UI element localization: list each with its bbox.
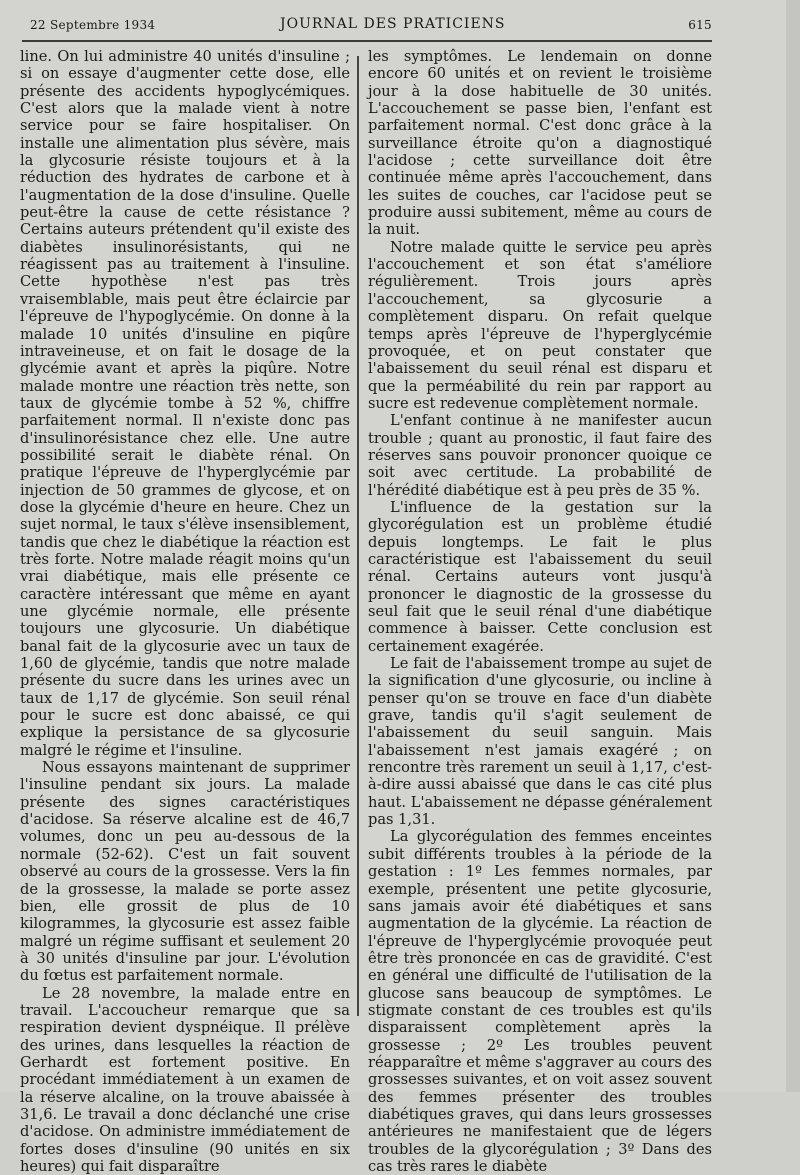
paragraph: les symptômes. Le lendemain on donne encore 60 unités et on revient le troisième jour à la dose habituelle de 30 unités. L'accouchement se passe bien, l'enfant est parfaitement normal. C'est donc grâce à la surveillance étroite qu'on a diagnostiqué l'acidose ; cette surveillance doit être continuée même après l'accouchement, dans les suites de couches, car l'acidose peut se produire aussi subitement, même au cours de la nuit. xyxy=(368,48,712,239)
paragraph: line. On lui administre 40 unités d'insuline ; si on essaye d'augmenter cette dose, elle présente des accidents hypoglycémiques. C'est alors que la malade vient à notre service pour se faire hospitaliser. On installe une alimentation plus sévère, mais la glycosurie résiste toujours et à la réduction des hydrates de carbone et à l'augmentation de la dose d'insuline. Quelle peut-être la cause de cette résistance ? Certains auteurs prétendent qu'il existe des diabètes insulinorésistants, qui ne réagissent pas au traitement à l'insuline. Cette hypothèse n'est pas très vraisemblable, mais peut être éclaircie par l'épreuve de l'hypoglycémie. On donne à la malade 10 unités d'insuline en piqûre intraveineuse, et on fait le dosage de la glycémie avant et après la piqûre. Notre malade montre une réaction très nette, son taux de glycémie tombe à 52 %, chiffre parfaitement normal. Il n'existe donc pas d'insulinorésistance chez elle. Une autre possibilité serait le diabète rénal. On pratique l'épreuve de l'hyperglycémie par injection de 50 grammes de glycose, et on dose la glycémie d'heure en heure. Chez un sujet normal, le taux s'élève insensiblement, tandis que chez le diabétique la réaction est très forte. Notre malade réagit moins qu'un vrai diabétique, mais elle présente ce caractère intéressant que même en ayant une glycémie normale, elle présente toujours une glycosurie. Un diabétique banal fait de la glycosurie avec un taux de 1,60 de glycémie, tandis que notre malade présente du sucre dans les urines avec un taux de 1,17 de glycémie. Son seuil rénal pour le sucre est donc abaissé, ce qui explique la persistance de sa glycosurie malgré le régime et l'insuline. xyxy=(20,48,350,759)
paragraph: Le fait de l'abaissement trompe au sujet de la signification d'une glycosurie, ou incline à penser qu'on se trouve en face d'un diabète grave, tandis qu'il s'agit seulement de l'abaissement du seuil sanguin. Mais l'abaissement n'est jamais exagéré ; on rencontre très rarement un seuil à 1,17, c'est-à-dire aussi abaissé que dans le cas cité plus haut. L'abaissement ne dépasse généralement pas 1,31. xyxy=(368,655,712,829)
column-divider xyxy=(357,56,359,1016)
paragraph: L'influence de la gestation sur la glycorégulation est un problème étudié depuis longtemps. Le fait le plus caractéristique est l'abaissement du seuil rénal. Certains auteurs vont jusqu'à prononcer le diagnostic de la grossesse du seul fait que le seuil rénal d'une diabétique commence à baisser. Cette conclusion est certainement exagérée. xyxy=(368,498,712,655)
paragraph: La glycorégulation des femmes enceintes subit différents troubles à la période de la gestation : 1º Les femmes normales, par exemple, présentent une petite glycosurie, sans jamais avoir été diabétiques et sans augmentation de la glycémie. La réaction de l'épreuve de l'hyperglycémie provoquée peut être très prononcée en cas de gravidité. C'est en général une difficulté de l'utilisation de la glucose sans beaucoup de symptômes. Le stigmate constant de ces troubles est qu'ils disparaissent complètement après la grossesse ; 2º Les troubles peuvent réapparaître et même s'aggraver au cours des grossesses suivantes, et on voit assez souvent des femmes présenter des troubles diabétiques graves, qui dans leurs grossesses antérieures ne manifestaient que de légers troubles de la glycorégulation ; 3º Dans des cas très rares le diabète xyxy=(368,828,712,1175)
paragraph: L'enfant continue à ne manifester aucun trouble ; quant au pronostic, il faut faire des réserves sans pouvoir prononcer quoique ce soit avec certitude. La probabilité de l'hérédité diabétique est à peu près de 35 %. xyxy=(368,412,712,499)
page-header xyxy=(30,16,710,38)
left-column xyxy=(20,48,350,1175)
paragraph: Nous essayons maintenant de supprimer l'insuline pendant six jours. La malade présente des signes caractéristiques d'acidose. Sa réserve alcaline est de 46,7 volumes, donc un peu au-dessous de la normale (52-62). C'est un fait souvent observé au cours de la grossesse. Vers la fin de la grossesse, la malade se porte assez bien, elle grossit de plus de 10 kilogrammes, la glycosurie est assez faible malgré un régime suffisant et seulement 20 à 30 unités d'insuline par jour. L'évolution du fœtus est parfaitement normale. xyxy=(20,759,350,985)
journal-title: JOURNAL DES PRATICIENS xyxy=(280,16,506,32)
paragraph: Notre malade quitte le service peu après l'accouchement et son état s'améliore régulièrement. Trois jours après l'accouchement, sa glycosurie a complètement disparu. On refait quelque temps après l'épreuve de l'hyperglycémie provoquée, et on peut constater que l'abaissement du seuil rénal est disparu et que la perméabilité du rein par rapport au sucre est redevenue complètement normale. xyxy=(368,238,712,412)
issue-date: 22 Septembre 1934 xyxy=(30,18,156,32)
page-number: 615 xyxy=(688,18,712,32)
header-rule xyxy=(22,40,712,42)
paragraph: Le 28 novembre, la malade entre en travail. L'accoucheur remarque que sa respiration devient dyspnéique. Il prélève des urines, dans lesquelles la réaction de Gerhardt est fortement positive. En procédant immédiatement à un examen de la réserve alcaline, on la trouve abaissée à 31,6. Le travail a donc déclanché une crise d'acidose. On administre immédiatement de fortes doses d'insuline (90 unités en six heures) qui fait disparaître xyxy=(20,984,350,1175)
page-edge-shadow xyxy=(786,0,800,1092)
right-column xyxy=(368,48,712,1175)
